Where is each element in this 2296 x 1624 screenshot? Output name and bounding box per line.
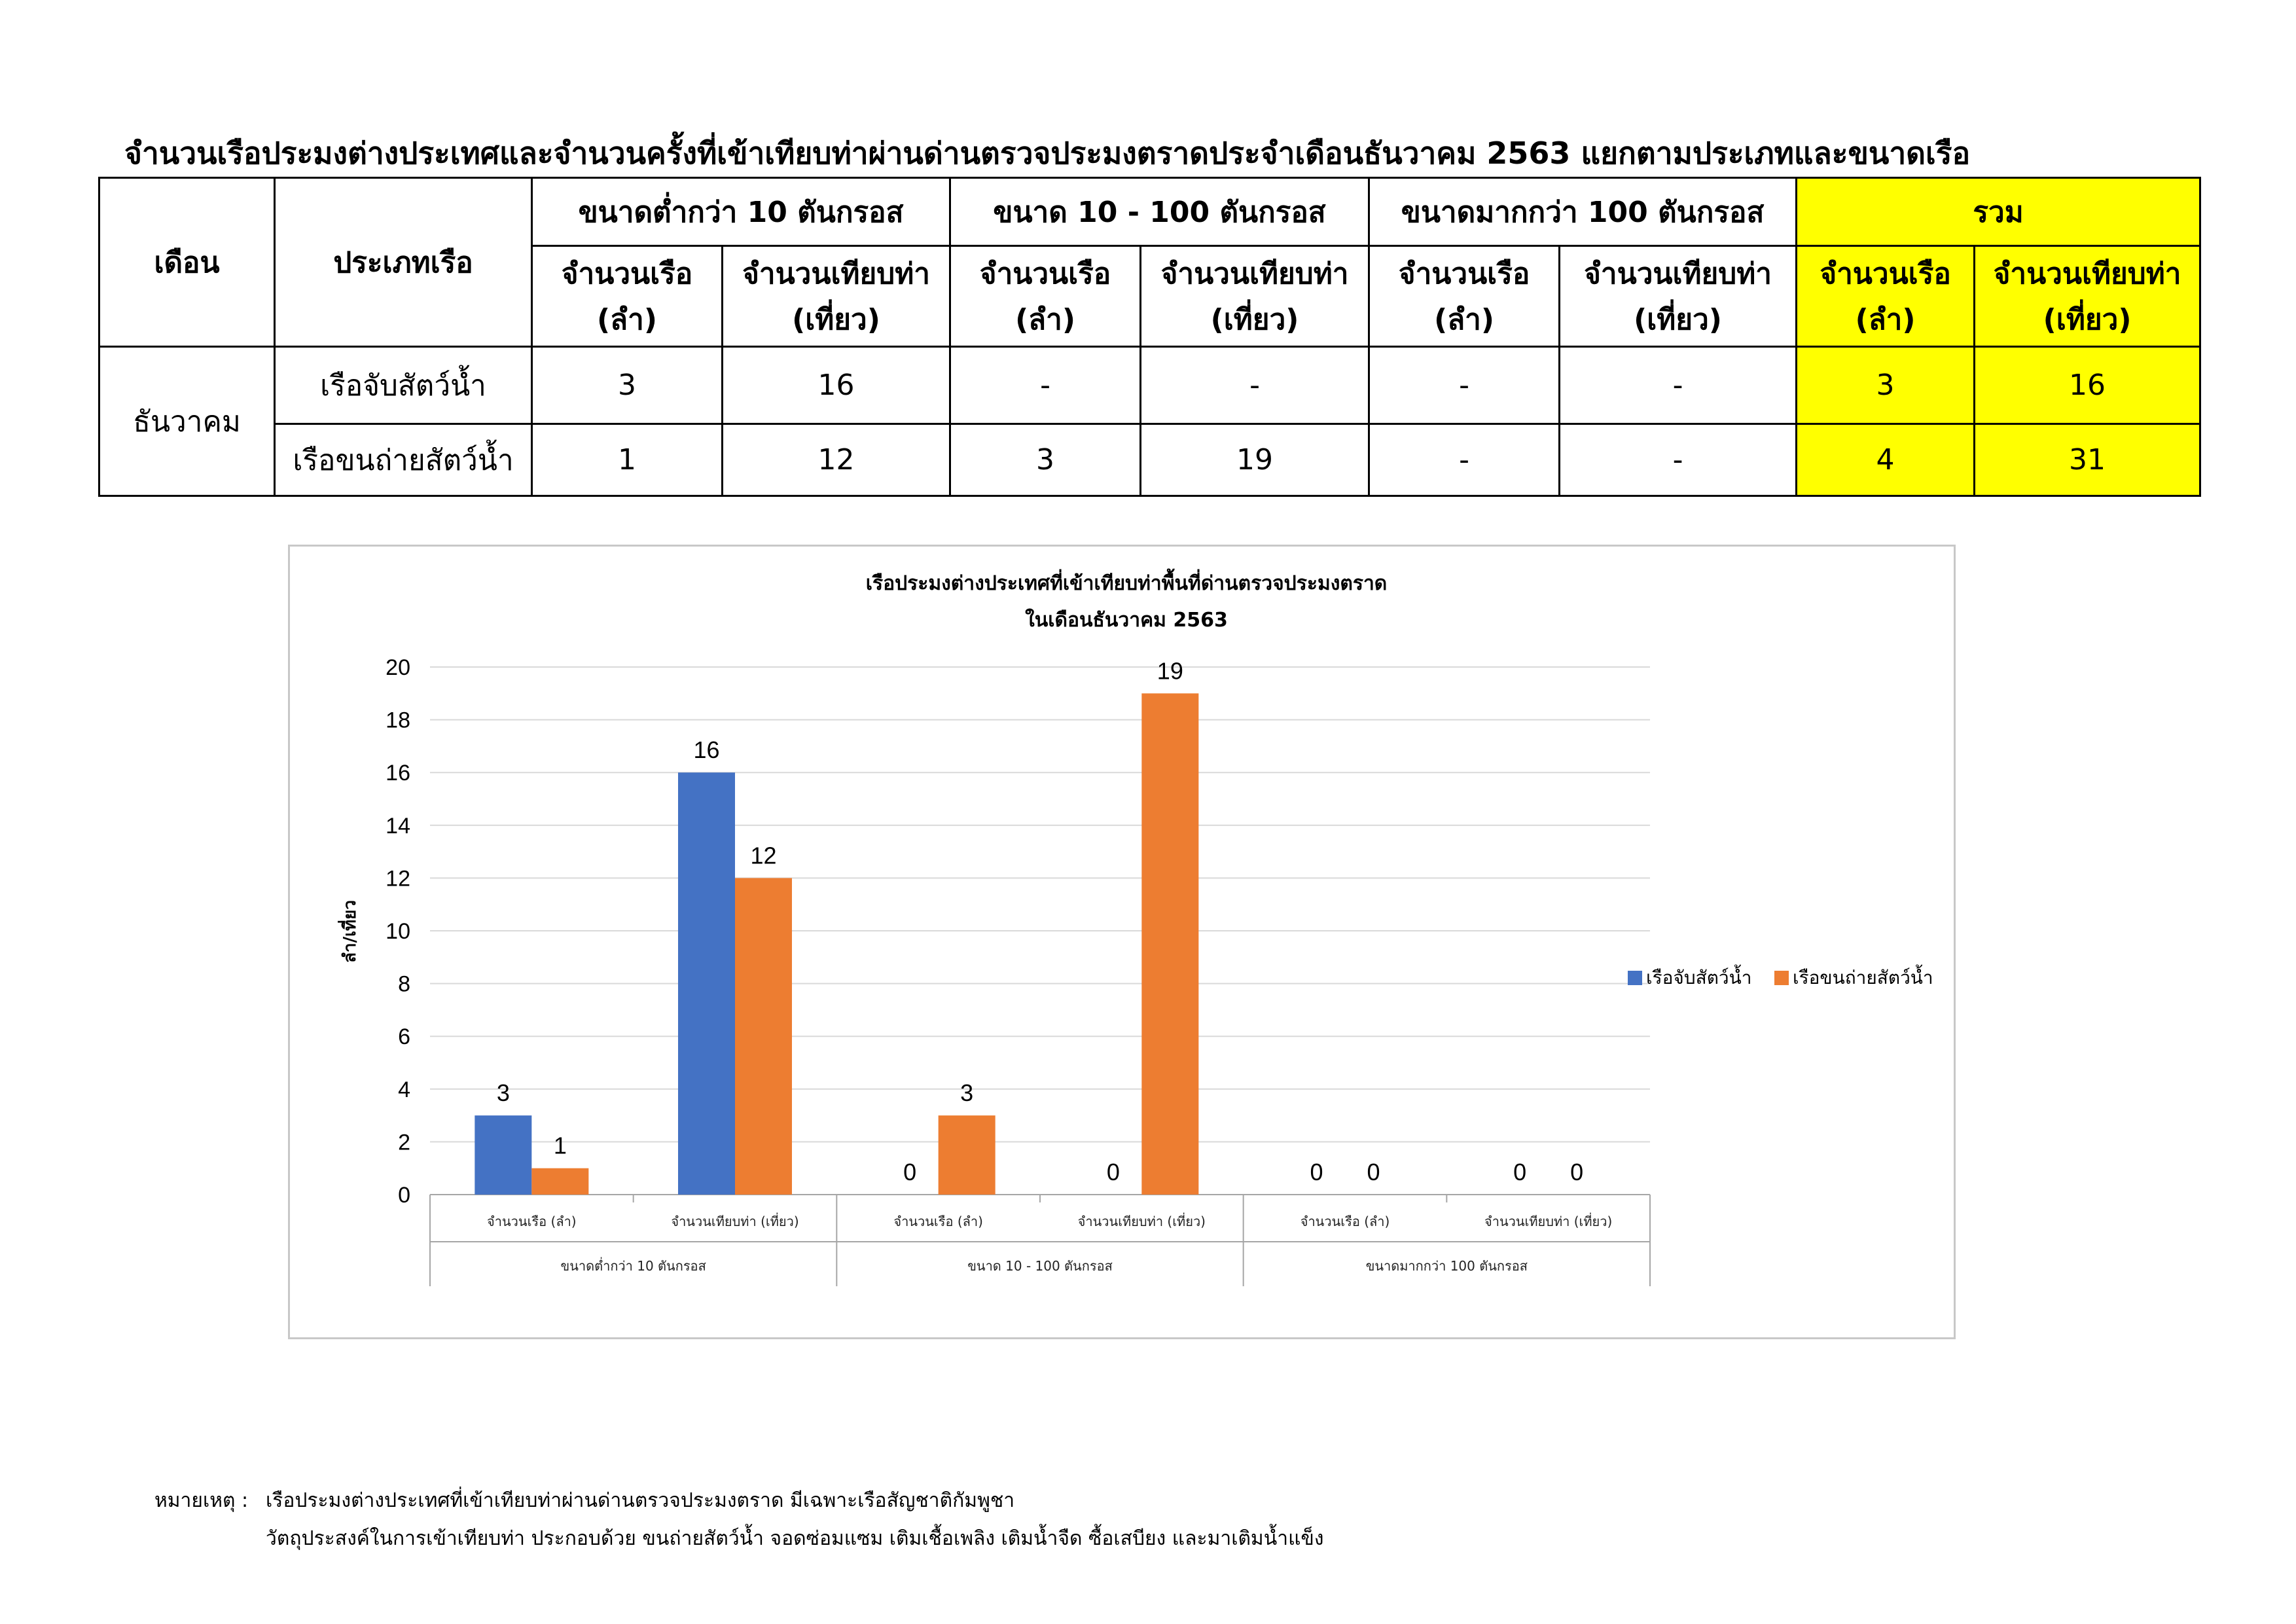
subheader-trips xyxy=(1141,246,1369,347)
data-label: 16 xyxy=(693,736,720,764)
x-category-label: จำนวนเทียบท่า (เที่ยว) xyxy=(1484,1214,1613,1229)
y-tick-label: 12 xyxy=(386,866,410,892)
bar xyxy=(678,772,735,1195)
y-tick-label: 4 xyxy=(398,1077,410,1102)
data-label: 3 xyxy=(960,1079,974,1107)
data-label: 0 xyxy=(1570,1159,1584,1185)
y-tick-label: 0 xyxy=(398,1183,410,1208)
data-label: 19 xyxy=(1157,657,1183,685)
table-cell: 19 xyxy=(1141,424,1369,496)
subheader-label: จำนวนเรือ xyxy=(979,257,1111,291)
note-label: หมายเหตุ : xyxy=(154,1489,249,1512)
data-label: 1 xyxy=(553,1132,567,1159)
boat-type-cell: เรือขนถ่ายสัตว์น้ำ xyxy=(275,424,532,496)
page-title: จำนวนเรือประมงต่างประเทศและจำนวนครั้งที่เข้าเทียบท่าผ่านด่านตรวจประมงตราดประจำเดือนธันวาคม 2563 แยกตามประเภทและขนาดเรือ xyxy=(124,135,1971,171)
note-row xyxy=(154,1482,1324,1520)
legend-swatch xyxy=(1628,971,1642,985)
table-cell: 3 xyxy=(950,424,1141,496)
y-tick-label: 10 xyxy=(386,919,410,944)
x-group-label: ขนาด 10 - 100 ตันกรอส xyxy=(967,1258,1113,1274)
subheader-label: จำนวนเทียบท่า xyxy=(742,257,930,291)
subheader-count xyxy=(1369,246,1560,347)
data-label: 3 xyxy=(496,1079,510,1107)
note-line-1: เรือประมงต่างประเทศที่เข้าเทียบท่าผ่านด่านตรวจประมงตราด มีเฉพาะเรือสัญชาติกัมพูชา xyxy=(266,1489,1015,1512)
bar xyxy=(531,1168,588,1195)
bar-chart xyxy=(290,547,1958,1341)
size-group-header: ขนาด 10 - 100 ตันกรอส xyxy=(950,178,1369,246)
legend-label: เรือขนถ่ายสัตว์น้ำ xyxy=(1793,967,1933,988)
table-cell: - xyxy=(1560,347,1797,424)
table-cell: - xyxy=(1369,347,1560,424)
x-category-label: จำนวนเทียบท่า (เที่ยว) xyxy=(1077,1214,1206,1229)
total-count-cell: 3 xyxy=(1797,347,1975,424)
x-group-label: ขนาดต่ำกว่า 10 ตันกรอส xyxy=(560,1258,706,1274)
subheader-unit: (เที่ยว) xyxy=(2043,302,2132,336)
bar xyxy=(475,1115,531,1195)
bar xyxy=(1141,693,1198,1195)
table-cell: - xyxy=(1369,424,1560,496)
grid-layer xyxy=(430,667,1650,1195)
x-group-label: ขนาดมากกว่า 100 ตันกรอส xyxy=(1365,1258,1528,1274)
subheader-label: จำนวนเทียบท่า xyxy=(1160,257,1349,291)
table-cell: 12 xyxy=(723,424,950,496)
subheader-label: จำนวนเรือ xyxy=(1398,257,1530,291)
subheader-label: จำนวนเทียบท่า xyxy=(1584,257,1772,291)
table-cell: - xyxy=(950,347,1141,424)
subheader-unit: (เที่ยว) xyxy=(1634,302,1722,336)
subheader-unit: (ลำ) xyxy=(1855,302,1916,336)
bar xyxy=(735,878,792,1195)
subheader-trips xyxy=(1975,246,2200,347)
table-cell: 16 xyxy=(723,347,950,424)
total-count-cell: 4 xyxy=(1797,424,1975,496)
data-label: 0 xyxy=(1106,1159,1120,1185)
total-header: รวม xyxy=(1797,178,2200,246)
table-cell: 3 xyxy=(532,347,723,424)
size-group-header: ขนาดมากกว่า 100 ตันกรอส xyxy=(1369,178,1797,246)
y-tick-label: 6 xyxy=(398,1024,410,1050)
chart-title: เรือประมงต่างประเทศที่เข้าเทียบท่าพื้นที่ด่านตรวจประมงตราด xyxy=(865,572,1388,595)
legend xyxy=(1628,964,1933,988)
data-label: 0 xyxy=(903,1159,917,1185)
month-header: เดือน xyxy=(99,178,275,347)
y-tick-label: 8 xyxy=(398,971,410,997)
x-category-label: จำนวนเรือ (ลำ) xyxy=(893,1214,983,1229)
bar-layer xyxy=(475,657,1583,1195)
summary-table xyxy=(98,177,2201,497)
subheader-label: จำนวนเรือ xyxy=(561,257,693,291)
subheader-unit: (ลำ) xyxy=(1434,302,1494,336)
y-tick-label: 18 xyxy=(386,708,410,733)
total-trips-cell: 31 xyxy=(1975,424,2200,496)
subheader-unit: (เที่ยว) xyxy=(792,302,880,336)
legend-swatch xyxy=(1774,971,1789,985)
subheader-count xyxy=(950,246,1141,347)
size-group-header: ขนาดต่ำกว่า 10 ตันกรอส xyxy=(532,178,950,246)
subheader-trips xyxy=(723,246,950,347)
subheader-label: จำนวนเรือ xyxy=(1820,257,1951,291)
y-tick-label: 14 xyxy=(386,813,410,839)
x-category-label: จำนวนเรือ (ลำ) xyxy=(1300,1214,1390,1229)
x-category-label: จำนวนเรือ (ลำ) xyxy=(487,1214,577,1229)
chart-subtitle: ในเดือนธันวาคม 2563 xyxy=(1025,609,1228,632)
subheader-count xyxy=(1797,246,1975,347)
notes xyxy=(154,1482,1324,1558)
data-label: 0 xyxy=(1513,1159,1527,1185)
type-header: ประเภทเรือ xyxy=(275,178,532,347)
table-cell: - xyxy=(1560,424,1797,496)
month-cell: ธันวาคม xyxy=(99,347,275,496)
bar xyxy=(939,1115,996,1195)
y-tick-label: 2 xyxy=(398,1130,410,1155)
table-row xyxy=(99,347,2200,424)
boat-type-cell: เรือจับสัตว์น้ำ xyxy=(275,347,532,424)
chart-frame xyxy=(288,545,1956,1339)
y-axis-label: ลำ/เที่ยว xyxy=(340,900,360,963)
subheader-trips xyxy=(1560,246,1797,347)
y-tick-label: 20 xyxy=(386,655,410,680)
table-cell: 1 xyxy=(532,424,723,496)
data-label: 0 xyxy=(1310,1159,1323,1185)
table-cell: - xyxy=(1141,347,1369,424)
table-row xyxy=(99,424,2200,496)
total-trips-cell: 16 xyxy=(1975,347,2200,424)
subheader-unit: (ลำ) xyxy=(597,302,657,336)
y-tick-label: 16 xyxy=(386,761,410,786)
data-label: 12 xyxy=(750,842,777,869)
x-category-label: จำนวนเทียบท่า (เที่ยว) xyxy=(671,1214,799,1229)
subheader-unit: (ลำ) xyxy=(1015,302,1075,336)
subheader-unit: (เที่ยว) xyxy=(1210,302,1299,336)
legend-label: เรือจับสัตว์น้ำ xyxy=(1646,967,1752,988)
note-line-2: วัตถุประสงค์ในการเข้าเทียบท่า ประกอบด้วย ขนถ่ายสัตว์น้ำ จอดซ่อมแซม เติมเชื้อเพลิง เติมน้ำจืด ซื้อเสบียง และมาเติมน้ำแข็ง xyxy=(266,1527,1324,1550)
subheader-label: จำนวนเทียบท่า xyxy=(1993,257,2181,291)
subheader-count xyxy=(532,246,723,347)
note-row xyxy=(154,1520,1324,1558)
data-label: 0 xyxy=(1367,1159,1380,1185)
